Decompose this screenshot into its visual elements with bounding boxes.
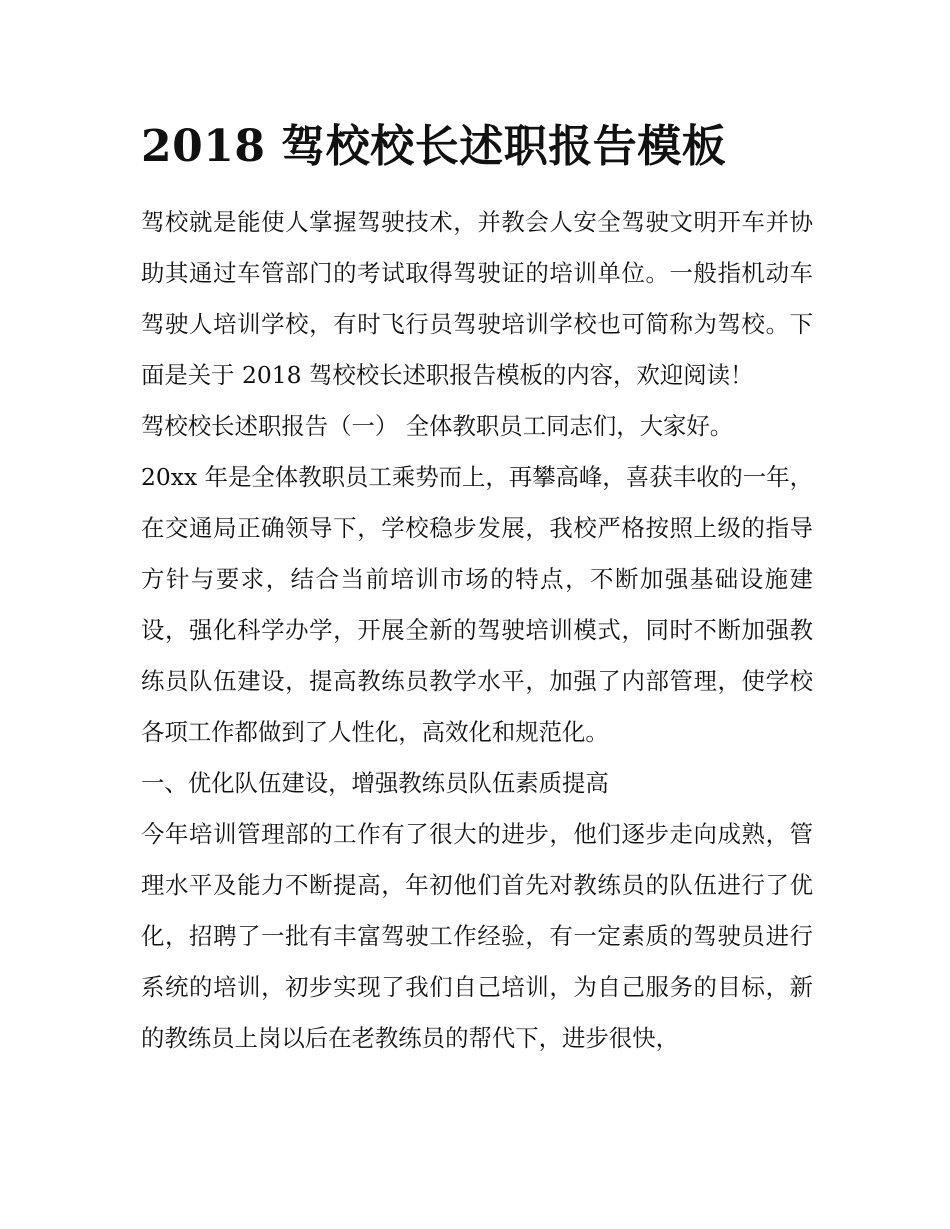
intro-paragraph: 驾校就是能使人掌握驾驶技术，并教会人安全驾驶文明开车并协助其通过车管部门的考试取得驾驶证的培训单位。一般指机动车驾驶人培训学校，有时飞行员驾驶培训学校也可简称为驾校。下面是关于 2018 驾校校长述职报告模板的内容，欢迎阅读！ xyxy=(141,208,813,389)
section-body-paragraph: 今年培训管理部的工作有了很大的进步，他们逐步走向成熟，管理水平及能力不断提高，年初他们首先对教练员的队伍进行了优化，招聘了一批有丰富驾驶工作经验，有一定素质的驾驶员进行系统的培训，初步实现了我们自己培训，为自己服务的目标，新的教练员上岗以后在老教练员的帮代下，进步很快， xyxy=(141,820,813,1052)
summary-paragraph: 20xx 年是全体教职员工乘势而上，再攀高峰，喜获丰收的一年，在交通局正确领导下，学校稳步发展，我校严格按照上级的指导方针与要求，结合当前培训市场的特点，不断加强基础设施建设，强化科学办学，开展全新的驾驶培训模式，同时不断加强教练员队伍建设，提高教练员教学水平，加强了内部管理，使学校各项工作都做到了人性化，高效化和规范化。 xyxy=(141,463,813,746)
document-body xyxy=(141,197,813,1064)
section-heading: 一、优化队伍建设，增强教练员队伍素质提高 xyxy=(141,769,609,797)
report-heading-paragraph: 驾校校长述职报告（一） 全体教职员工同志们，大家好。 xyxy=(141,412,734,440)
document-title: 2018 驾校校长述职报告模板 xyxy=(141,121,727,172)
